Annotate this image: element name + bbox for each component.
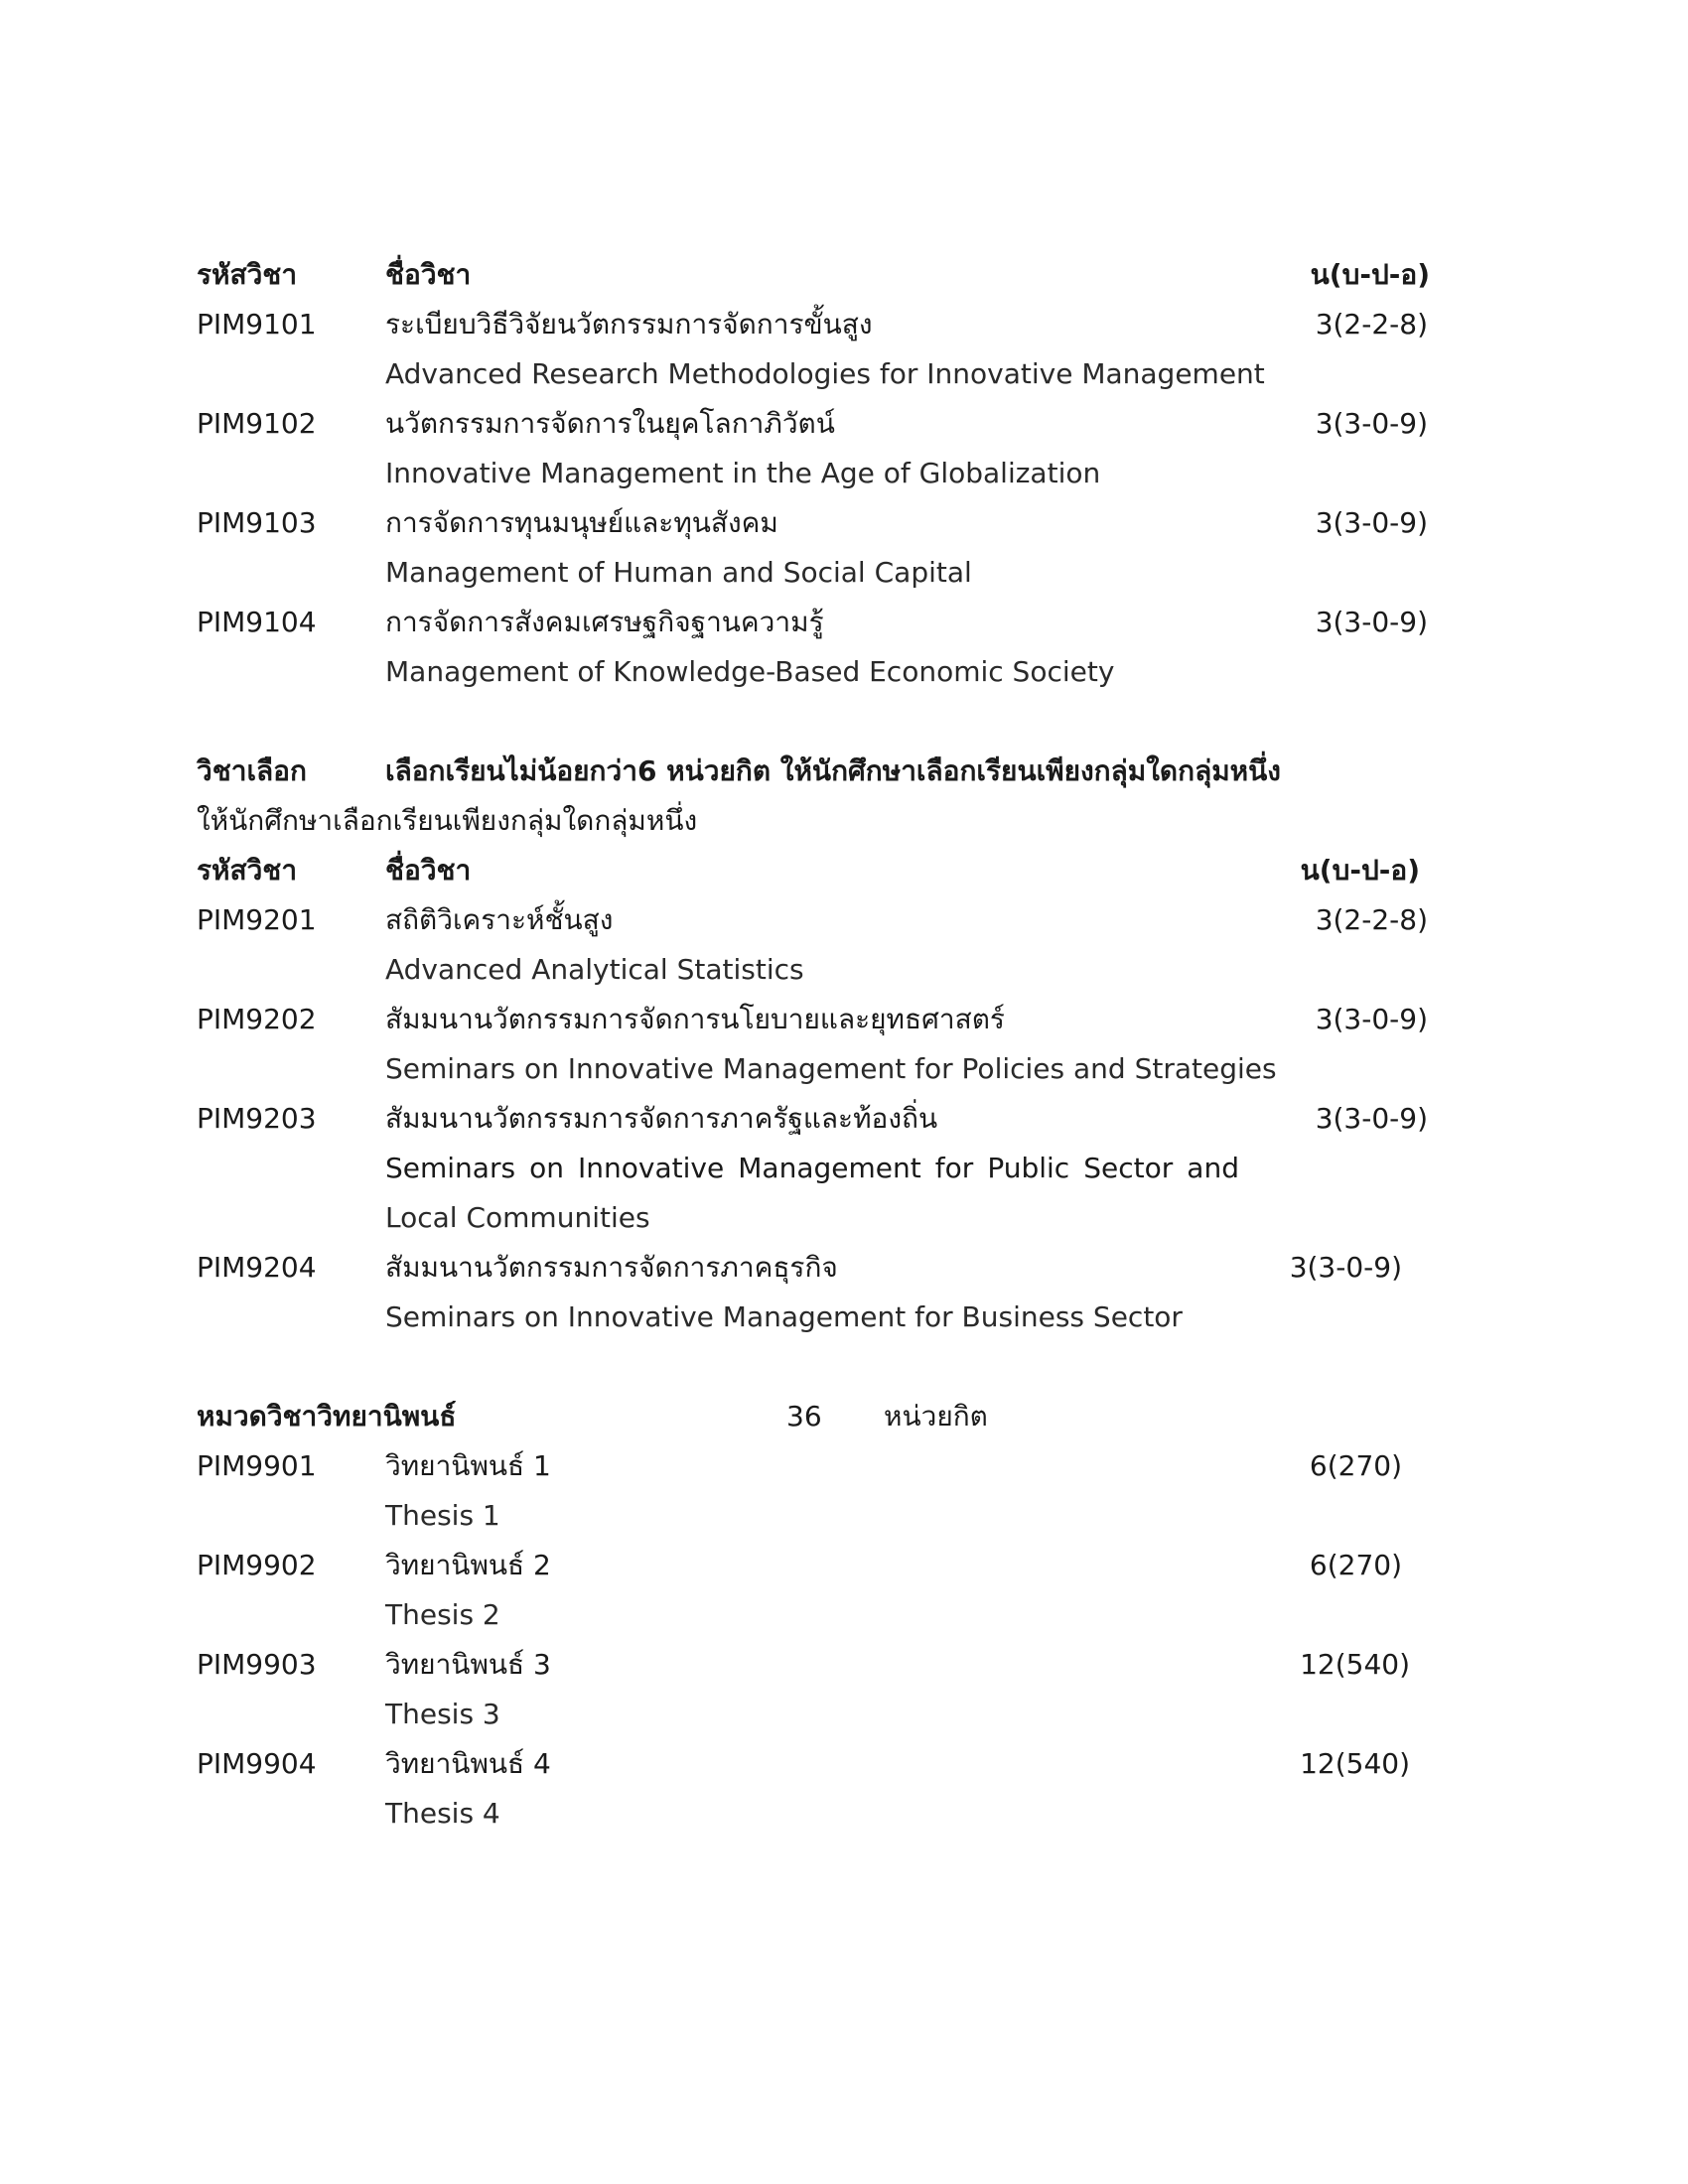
course-name-english: Management of Knowledge-Based Economic Society: [385, 655, 1115, 688]
course-name-english: Seminars on Innovative Management for Business Sector: [385, 1300, 1183, 1333]
elective-rule-repeat: ให้นักศึกษาเลือกเรียนเพียงกลุ่มใดกลุ่มหนึ่ง: [197, 804, 698, 837]
course-credit: 12(540): [1300, 1747, 1410, 1780]
course-code: PIM9102: [197, 407, 317, 440]
course-credit: 3(3-0-9): [1315, 606, 1428, 638]
course-credit: 3(3-0-9): [1315, 407, 1428, 440]
thesis-credit-unit: หน่วยกิต: [884, 1400, 988, 1433]
course-credit: 12(540): [1300, 1648, 1410, 1681]
course-code: PIM9103: [197, 506, 317, 539]
course-code: PIM9903: [197, 1648, 317, 1681]
course-credit: 3(2-2-8): [1315, 308, 1428, 341]
course-name-english: Thesis 2: [385, 1598, 500, 1631]
course-code: PIM9901: [197, 1449, 317, 1482]
course-name-thai: วิทยานิพนธ์ 4: [385, 1747, 551, 1780]
course-name-thai: นวัตกรรมการจัดการในยุคโลกาภิวัตน์: [385, 407, 835, 440]
header-credit-label: น(บ-ป-อ): [1300, 854, 1420, 887]
course-credit: 3(3-0-9): [1315, 1003, 1428, 1035]
course-code: PIM9902: [197, 1549, 317, 1581]
course-name-thai: สัมมนานวัตกรรมการจัดการภาคธุรกิจ: [385, 1251, 838, 1284]
course-code: PIM9104: [197, 606, 317, 638]
course-code: PIM9204: [197, 1251, 317, 1284]
course-name-english: Seminars on Innovative Management for Policies and Strategies: [385, 1052, 1277, 1085]
course-name-english: Advanced Research Methodologies for Innovative Management: [385, 357, 1265, 390]
course-name-thai: การจัดการสังคมเศรษฐกิจฐานความรู้: [385, 606, 824, 638]
course-name-english: Innovative Management in the Age of Globalization: [385, 457, 1101, 489]
elective-rule: เลือกเรียนไม่น้อยกว่า6 หน่วยกิต ให้นักศึกษาเลือกเรียนเพียงกลุ่มใดกลุ่มหนึ่ง: [385, 754, 1281, 787]
course-name-thai: วิทยานิพนธ์ 2: [385, 1549, 551, 1581]
header-name-label: ชื่อวิชา: [385, 258, 472, 291]
course-code: PIM9101: [197, 308, 317, 341]
course-credit: 3(3-0-9): [1315, 1102, 1428, 1135]
course-name-thai: วิทยานิพนธ์ 3: [385, 1648, 551, 1681]
course-name-thai: ระเบียบวิธีวิจัยนวัตกรรมการจัดการขั้นสูง: [385, 308, 873, 341]
header-code-label: รหัสวิชา: [197, 258, 298, 291]
course-name-english: Advanced Analytical Statistics: [385, 953, 804, 986]
course-code: PIM9201: [197, 903, 317, 936]
course-name-english: Thesis 1: [385, 1499, 500, 1532]
header-code-label: รหัสวิชา: [197, 854, 298, 887]
course-credit: 6(270): [1309, 1449, 1402, 1482]
thesis-category-label: หมวดวิชาวิทยานิพนธ์: [197, 1400, 457, 1433]
course-name-english: Seminars on Innovative Management for Public Sector and: [385, 1152, 1239, 1184]
course-name-thai: วิทยานิพนธ์ 1: [385, 1449, 551, 1482]
elective-label: วิชาเลือก: [197, 754, 307, 787]
course-name-thai: สัมมนานวัตกรรมการจัดการนโยบายและยุทธศาสตร์: [385, 1003, 1005, 1035]
course-name-english: Management of Human and Social Capital: [385, 556, 972, 589]
course-name-thai: สถิติวิเคราะห์ชั้นสูง: [385, 903, 614, 936]
course-credit: 3(3-0-9): [1315, 506, 1428, 539]
course-name-english: Thesis 4: [385, 1797, 500, 1830]
course-credit: 6(270): [1309, 1549, 1402, 1581]
course-credit: 3(3-0-9): [1289, 1251, 1402, 1284]
course-code: PIM9202: [197, 1003, 317, 1035]
course-name-thai: การจัดการทุนมนุษย์และทุนสังคม: [385, 506, 778, 539]
course-name-thai: สัมมนานวัตกรรมการจัดการภาครัฐและท้องถิ่น: [385, 1102, 938, 1135]
course-credit: 3(2-2-8): [1315, 903, 1428, 936]
header-credit-label: น(บ-ป-อ): [1310, 258, 1430, 291]
course-name-english-continued: Local Communities: [385, 1201, 650, 1234]
course-name-english: Thesis 3: [385, 1698, 500, 1730]
thesis-total-credits: 36: [786, 1400, 822, 1433]
course-code: PIM9904: [197, 1747, 317, 1780]
header-name-label: ชื่อวิชา: [385, 854, 472, 887]
course-code: PIM9203: [197, 1102, 317, 1135]
